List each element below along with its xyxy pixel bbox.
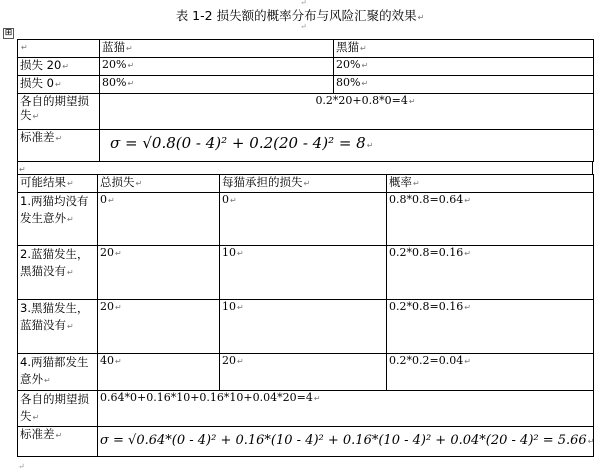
- table-cell: 0.2*0.2=0.04↵: [387, 354, 594, 391]
- table-cell: 20↵: [98, 300, 220, 354]
- header-cell: 每猫承担的损失↵: [220, 175, 387, 193]
- header-cell: 可能结果↵: [18, 175, 98, 193]
- row-label: 损失 0↵: [18, 76, 100, 94]
- table-cell: 20↵: [220, 354, 387, 391]
- row-label: 损失 20↵: [18, 58, 100, 76]
- table-cell: 20%↵: [334, 58, 594, 76]
- row-label: 标准差↵: [18, 427, 98, 457]
- paragraph-mark: ↵: [18, 462, 25, 471]
- table-cell: 80%↵: [100, 76, 334, 94]
- pooled-cats-table: [17, 174, 594, 457]
- table-cell: 0.8*0.8=0.64↵: [387, 193, 594, 246]
- table-cell: 0.2*0.8=0.16↵: [387, 246, 594, 300]
- outcome-label: 2.蓝猫发生，黑猫没有↵: [18, 246, 98, 300]
- table-cell: 80%↵: [334, 76, 594, 94]
- table-cell: 40↵: [98, 354, 220, 391]
- table-cell: 0.2*0.8=0.16↵: [387, 300, 594, 354]
- expected-loss-value: 0.64*0+0.16*10+0.16*10+0.04*20=4↵: [98, 391, 594, 427]
- table-cell: 10↵: [220, 246, 387, 300]
- outcome-label: 1.两猫均没有发生意外↵: [18, 193, 98, 246]
- table-cell: 0↵: [98, 193, 220, 246]
- table-cell: 10↵: [220, 300, 387, 354]
- header-cell: ↵: [18, 40, 100, 58]
- paragraph-mark: ↵: [300, 22, 307, 31]
- sd-formula: σ = √0.64*(0 - 4)² + 0.16*(10 - 4)² + 0.16*(10 - 4)² + 0.04*(20 - 4)² = 5.66↵: [98, 427, 594, 457]
- table-move-handle-icon[interactable]: ⊞: [4, 28, 13, 38]
- header-cell: 总损失↵: [98, 175, 220, 193]
- table-cell: 20↵: [98, 246, 220, 300]
- table-spacer-row: ↵: [17, 162, 593, 174]
- row-label: 标准差↵: [18, 130, 100, 162]
- row-label: 各自的期望损失↵: [18, 94, 100, 130]
- sd-formula: σ = √0.8(0 - 4)² + 0.2(20 - 4)² = 8↵: [100, 130, 594, 162]
- paragraph-mark: ↵: [300, 0, 307, 7]
- outcome-label: 4.两猫都发生意外↵: [18, 354, 98, 391]
- table-cell: 0↵: [220, 193, 387, 246]
- single-cat-table: [17, 39, 594, 162]
- header-black-cat: 黑猫↵: [334, 40, 594, 58]
- table-cell: 20%↵: [100, 58, 334, 76]
- header-cell: 概率↵: [387, 175, 594, 193]
- row-label: 各自的期望损失↵: [18, 391, 98, 427]
- header-blue-cat: 蓝猫↵: [100, 40, 334, 58]
- table-caption: 表 1-2 损失额的概率分布与风险汇聚的效果↵: [175, 8, 425, 23]
- expected-loss-value: 0.2*20+0.8*0=4↵: [100, 94, 594, 130]
- outcome-label: 3.黑猫发生，蓝猫没有↵: [18, 300, 98, 354]
